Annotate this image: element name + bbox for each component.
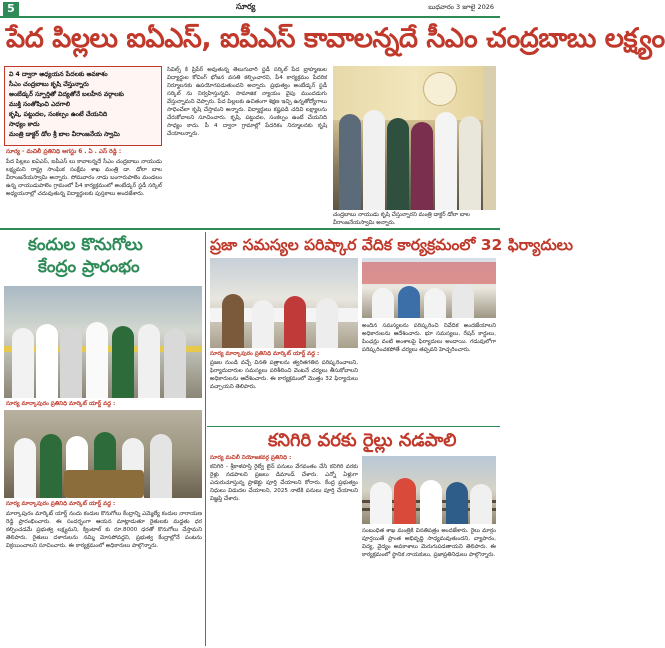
highlight-line: ముక్తి సంతోషించి ఎదగాలి xyxy=(9,101,71,108)
kandulu-caption-1: సూర్య మార్కాపురం ప్రతినిధి మార్కెట్ యార్డ్ వద్ద : xyxy=(6,401,116,407)
kandulu-body: మార్కాపురం మార్కెట్ యార్డ్ నందు కందుల కొనుగోలు కేంద్రాన్ని ఎమ్మెల్యే కందుల నారాయణ రెడ్డి ప్రారంభించారు. ఈ సందర్భంగా ఆయన మాట్లాడుతూ రైతులకు మద్దతు ధర కల్పించడమే ప్రభుత్వ లక్ష్యమని, క్వింటాల్ కు రూ.8000 ధరతో కొనుగోలు చేస్తామని తెలిపారు. రైతులు దళారులను నమ్మి మోసపోవద్దని, ప్రభుత్వ కేంద్రాల్లోనే పంటను విక్రయించాలని సూచించారు. ఈ కార్యక్రమంలో అధికారులు పాల్గొన్నారు. xyxy=(6,511,202,549)
lead-body-column-2: సివిల్స్ కి ప్రిపేర్ అవుతున్న తెలుగువారి స్టడీ సర్కిల్ పేద బ్రాహ్మణుల విద్యార్థుల కోచింగ్ భోజన వసతి కల్పించారని, పీ4 కార్యక్రమం పేదరిక నిర్మూలనకు ఉపయోగపడుతుందని అన్నారు. ప్రభుత్వం అంబేడ్కర్ స్టడీ సర్కిల్ ను నిర్వహిస్తున్నది. సామాజిక న్యాయం వైపు ముందడుగు వేస్తున్నామని చెప్పారు. పేద పిల్లలకు ఉచితంగా శిక్షణ ఇచ్చి ఉన్నతోద్యోగాలు సాధించేలా కృషి చేస్తామని అన్నారు. విద్యార్థులు కష్టపడి చదివి లక్ష్యాలను చేరుకోవాలని సూచించారు. కృషి, పట్టుదల, సంకల్పం ఉంటే చేయనిది సాధ్యం కాదు. పీ 4 ద్వారా గ్రామాల్లో పేదరికం నిర్మూలనకు కృషి చేయాలన్నారు. xyxy=(167,67,327,137)
kandulu-caption-2: సూర్య మార్కాపురం ప్రతినిధి మార్కెట్ యార్డ్ వద్ద : xyxy=(6,501,116,507)
railway-body-left: కనిగిరి - శ్రీకాళహస్తి రైల్వే లైన్ పనులు వేగవంతం చేసి కనిగిరి వరకు రైళ్లు నడపాలని ప్రజలు డిమాండ్ చేశారు. ఎన్నో ఏళ్లుగా ఎదురుచూస్తున్న ప్రాజెక్టు పూర్తి చేయాలని కోరారు. కేంద్ర ప్రభుత్వం నిధులు విడుదల చేయాలని, 2025 నాటికి పనులు పూర్తి చేయాలని విజ్ఞప్తి చేశారు. xyxy=(210,464,358,502)
grievance-headline: ప్రజా సమస్యల పరిష్కార వేదిక కార్యక్రమంలో 32 ఫిర్యాదులు xyxy=(210,236,574,254)
highlight-line: సీఎం చంద్రబాబు కృషి చేస్తున్నారు xyxy=(9,81,89,88)
kandulu-photo-2 xyxy=(4,410,202,498)
highlight-line: సాధ్యం కాదు xyxy=(9,121,40,128)
railway-photo xyxy=(362,456,496,524)
grievance-body-right: అందిన సమస్యలను పరిష్కరించి నివేదిక అందజేయాలని అధికారులను ఆదేశించారు. భూ సమస్యలు, రేషన్ కార్డులు, పింఛన్లు వంటి అంశాలపై ఫిర్యాదులు అందాయి. గడువులోగా పరిష్కరించకపోతే చర్యలు తప్పవని హెచ్చరించారు. xyxy=(362,323,496,353)
highlight-box xyxy=(4,66,162,146)
grievance-body-left: ప్రజల నుండి వచ్చే వినతి పత్రాలను త్వరితగతిన పరిష్కరించాలని, ఫిర్యాదుదారుల సమస్యలు పరిశీలించి వెంటనే చర్యలు తీసుకోవాలని అధికారులను ఆదేశించారు. ఈ కార్యక్రమంలో మొత్తం 32 ఫిర్యాదులు వచ్చాయని తెలిపారు. xyxy=(210,360,358,390)
lead-byline: సూర్య - మచిలీ ప్రతినిధి ఆగస్టు 6 . ఏ . ఎస్ రెడ్డి : xyxy=(6,149,122,155)
highlight-line: వి 4 ద్వారా అధ్యయన పేదలకు అవకాశం xyxy=(9,71,108,78)
section-divider xyxy=(0,228,500,230)
grievance-photo-2 xyxy=(362,258,496,318)
header-rule xyxy=(0,16,500,18)
section-divider xyxy=(207,426,500,427)
kandulu-headline-block xyxy=(4,232,204,282)
railway-caption: సూర్య మచిలీ నియోజకవర్గ ప్రతినిధి : xyxy=(210,455,292,461)
grievance-caption: సూర్య మార్కాపురం ప్రతినిధి మార్కెట్ యార్డ్ వద్ద : xyxy=(210,351,320,357)
grievance-photo-1 xyxy=(210,258,358,348)
newspaper-name: సూర్య xyxy=(236,2,256,11)
issue-date: బుధవారం 3 జూలై 2026 xyxy=(428,3,494,11)
page-number: 5 xyxy=(3,2,19,16)
kandulu-photo-1 xyxy=(4,286,202,398)
kandulu-headline-2: కేంద్రం ప్రారంభం xyxy=(38,257,140,277)
lead-photo-caption: చంద్రబాబు నాయుడు కృషి చేస్తున్నారని మంత్రి డాక్టర్ డోలా బాల వీరాంజనేయస్వామి అన్నారు. xyxy=(333,212,470,226)
column-divider xyxy=(205,232,206,646)
highlight-line: కృషి, పట్టుదల, సంకల్పం ఉంటే చేయనిది xyxy=(9,111,108,118)
railway-headline: కనిగిరి వరకు రైల్లు నడపాలి xyxy=(268,430,457,451)
kandulu-headline-1: కందుల కొనుగోలు xyxy=(28,235,143,255)
lead-photo xyxy=(333,66,496,210)
highlight-line: అంబేడ్కర్ స్ఫూర్తితో విద్యతోనే బలహీన వర్గాలకు xyxy=(9,91,124,98)
lead-body-column-1: పేద పిల్లలు ఐఏఎస్, ఐపీఎస్ లు కావాలన్నదే సీఎం చంద్రబాబు నాయుడు లక్ష్యమని రాష్ట్ర సాంఘిక సంక్షేమ శాఖ మంత్రి డా. డోలా బాల వీరాంజనేయస్వామి అన్నారు. సోమవారం నాడు బంగారుపాలెం మండలం ఉన్న నాయుడుపాలెం గ్రామంలో పీ4 కార్యక్రమంలో అంబేడ్కర్ స్టడీ సర్కిల్ అధ్యయనాల్లో చదువుతున్న విద్యార్థులకు పుస్తకాలు అందజేశారు. xyxy=(6,159,162,197)
railway-body-right: సంబంధిత శాఖ మంత్రికి వినతిపత్రం అందజేశారు. రైలు మార్గం పూర్తయితే ప్రాంత అభివృద్ధి సాధ్యమవుతుందని, వ్యాపారం, విద్య, వైద్యం అవకాశాలు మెరుగుపడతాయని తెలిపారు. ఈ కార్యక్రమంలో స్థానిక నాయకులు, ప్రజాప్రతినిధులు పాల్గొన్నారు. xyxy=(362,528,496,558)
highlight-line: మంత్రి డాక్టర్ డోల శ్రీ బాల వీరాంజనేయ స్వామి xyxy=(9,131,120,138)
lead-headline: పేద పిల్లలు ఐఏఎస్, ఐపీఎస్ కావాలన్నదే సీఎం చంద్రబాబు లక్ష్యం xyxy=(6,23,665,54)
